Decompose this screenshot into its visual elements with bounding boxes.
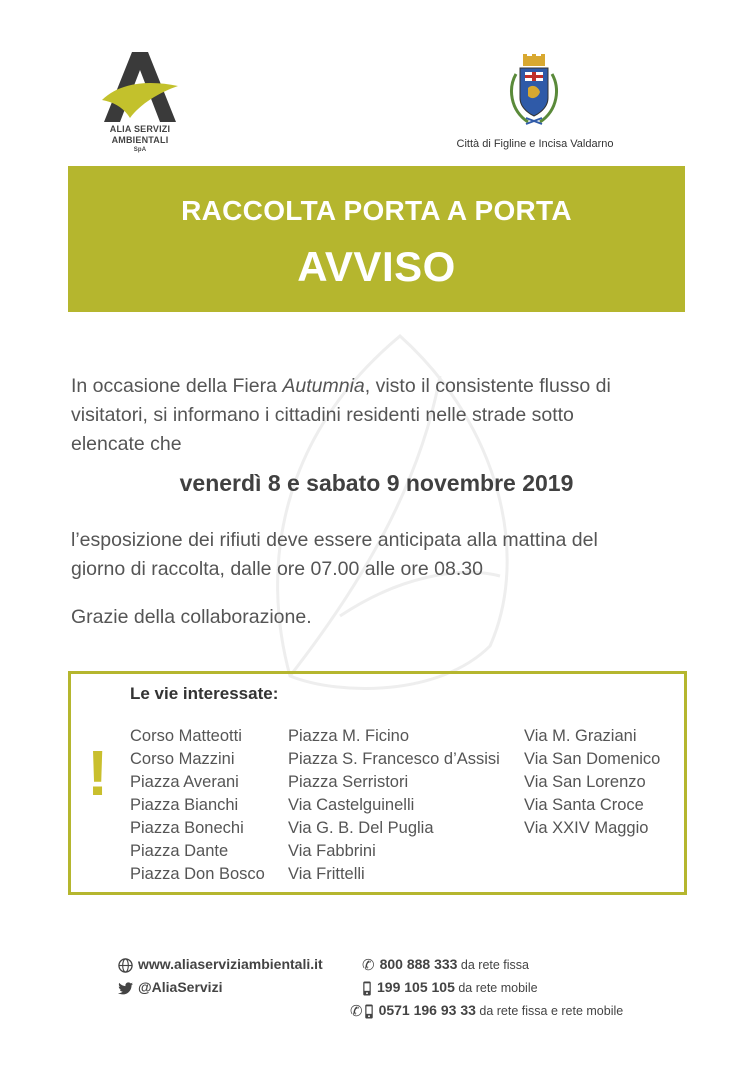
intro-line-3: elencate che [71,433,182,455]
phone-number-3[interactable]: 0571 196 93 33 [378,1002,476,1018]
banner-title: RACCOLTA PORTA A PORTA [181,195,572,226]
street-item: Via M. Graziani [524,727,637,745]
phone-row-2 [362,979,538,996]
street-item: Via Fabbrini [288,842,376,860]
street-item: Piazza Don Bosco [130,865,265,883]
street-item: Corso Matteotti [130,727,242,745]
street-item: Corso Mazzini [130,750,235,768]
alia-logo-line1: ALIA SERVIZI [109,124,171,134]
thanks-line: Grazie della collaborazione. [71,606,312,628]
alia-a-logo-icon [100,52,180,124]
street-item: Piazza Averani [130,773,239,791]
streets-column-3 [524,725,660,840]
street-item: Via XXIV Maggio [524,819,649,837]
street-item: Via San Domenico [524,750,661,768]
twitter-handle[interactable]: @AliaServizi [138,979,223,995]
street-item: Piazza M. Ficino [288,727,410,745]
phone-note-2: da rete mobile [454,981,538,995]
phone-number-2[interactable]: 199 105 105 [377,979,455,995]
phone-note-1: da rete fissa [457,958,530,972]
notice-line-2: giorno di raccolta, dalle ore 07.00 alle ore 08.30 [71,558,483,580]
collection-dates-year: 2019 [522,470,574,496]
streets-box [68,671,687,895]
phone-number-1[interactable]: 800 888 333 [379,956,458,972]
notice-line-1: l’esposizione dei rifiuti deve essere anticipata alla mattina del [71,529,598,551]
street-item: Via Frittelli [288,865,365,883]
street-item: Piazza S. Francesco d’Assisi [288,750,500,768]
globe-icon [118,958,133,973]
street-item: Piazza Bonechi [130,819,244,837]
alia-logo [100,52,180,167]
intro-line-1-end: , visto il consistente flusso di [364,375,611,397]
banner-subtitle: AVVISO [297,243,456,290]
city-name: Città di Figline e Incisa Valdarno [456,138,614,150]
title-banner [68,166,685,312]
collection-dates-main: venerdì 8 e sabato 9 novembre [179,470,516,496]
intro-line-1 [71,372,691,401]
website-row [118,956,323,973]
fair-name: Autumnia [282,375,365,397]
streets-heading: Le vie interessate: [130,684,279,703]
intro-line-2: visitatori, si informano i cittadini residenti nelle strade sotto [71,404,574,426]
phone-row-3 [350,1002,623,1020]
twitter-row [118,979,222,995]
phone-icon: ✆ [350,1003,363,1021]
streets-column-1 [130,725,265,886]
alia-logo-line2: AMBIENTALI [111,135,169,145]
street-item: Via Santa Croce [524,796,644,814]
streets-column-2 [288,725,500,886]
phone-icon: ✆ [362,957,375,975]
intro-line-1-start: In occasione della Fiera [71,375,283,397]
twitter-bird-icon [118,982,133,995]
mobile-phone-icon [364,1004,374,1019]
street-item: Piazza Bianchi [130,796,239,814]
exclamation-mark-icon: ! [87,737,109,809]
phone-row-1 [362,956,529,974]
collection-dates [0,470,753,497]
city-crest-icon [506,54,562,136]
website-link[interactable]: www.aliaserviziambientali.it [138,956,323,972]
street-item: Via G. B. Del Puglia [288,819,434,837]
street-item: Piazza Serristori [288,773,409,791]
street-item: Via San Lorenzo [524,773,646,791]
mobile-phone-icon [362,981,372,996]
street-item: Piazza Dante [130,842,229,860]
street-item: Via Castelguinelli [288,796,415,814]
alia-logo-line3: SpA [133,147,147,153]
phone-note-3: da rete fissa e rete mobile [475,1004,624,1018]
